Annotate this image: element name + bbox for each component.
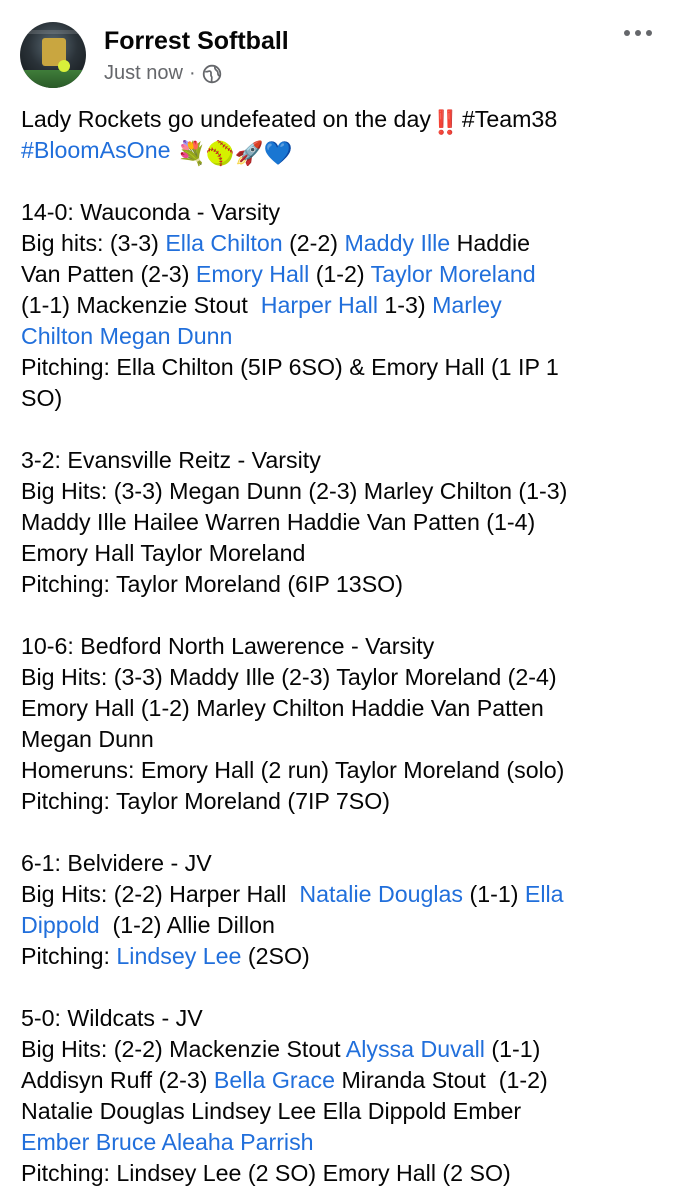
text: (1-1) (463, 881, 525, 907)
game-2-line-3: Emory Hall Taylor Moreland (21, 540, 306, 566)
meta-separator: · (188, 62, 196, 84)
player-link[interactable]: Lindsey Lee (116, 943, 242, 969)
text: Pitching: (21, 943, 117, 969)
game-4-line-2 (21, 910, 661, 941)
text: Big Hits: (2-2) Harper Hall (21, 881, 300, 907)
text: Addisyn Ruff (2-3) (21, 1067, 214, 1093)
game-1-line-3 (21, 290, 661, 321)
post-meta (104, 62, 222, 85)
hashtag-team38[interactable]: #Team38 (461, 106, 558, 132)
game-1-line-6: SO) (21, 385, 63, 411)
game-3-title: 10-6: Bedford North Lawerence - Varsity (21, 633, 435, 659)
player-link[interactable]: Marley (432, 292, 502, 318)
player-link[interactable]: Natalie Douglas (299, 881, 464, 907)
game-2-line-2: Maddy Ille Hailee Warren Haddie Van Patten (1-4) (21, 509, 536, 535)
game-5-line-4 (21, 1127, 661, 1158)
game-1-line-5: Pitching: Ella Chilton (5IP 6SO) & Emory Hall (1 IP 1 (21, 354, 559, 380)
flowers-softball-rocket-heart-icons: 💐🥎🚀💙 (176, 140, 293, 166)
game-1-line-4 (21, 321, 661, 352)
game-3-line-1: Big Hits: (3-3) Maddy Ille (2-3) Taylor Moreland (2-4) (21, 664, 557, 690)
text: Big hits: (3-3) (21, 230, 166, 256)
player-link[interactable]: Ember Bruce (21, 1129, 157, 1155)
text: (2SO) (241, 943, 310, 969)
game-3-line-5: Pitching: Taylor Moreland (7IP 7SO) (21, 788, 391, 814)
game-4-title: 6-1: Belvidere - JV (21, 850, 212, 876)
player-link[interactable]: Ella (524, 881, 564, 907)
player-link[interactable]: Chilton (21, 323, 94, 349)
game-4-line-3 (21, 941, 661, 972)
intro-line-2 (21, 135, 661, 166)
text: (1-1) (484, 1036, 541, 1062)
text: (1-2) (309, 261, 371, 287)
game-4-line-1 (21, 879, 661, 910)
player-link[interactable]: Dippold (21, 912, 100, 938)
player-link[interactable]: Bella Grace (213, 1067, 336, 1093)
text: (1-2) Allie Dillon (99, 912, 275, 938)
post-body (21, 104, 661, 1189)
game-1-line-2 (21, 259, 661, 290)
page-avatar[interactable] (20, 22, 86, 88)
post-header (0, 0, 676, 100)
double-exclamation-icon: ‼️ (430, 109, 460, 135)
game-2-line-4: Pitching: Taylor Moreland (6IP 13SO) (21, 571, 403, 597)
game-3-line-4: Homeruns: Emory Hall (2 run) Taylor Moreland (solo) (21, 757, 565, 783)
text: 1-3) (377, 292, 433, 318)
game-1-title: 14-0: Wauconda - Varsity (21, 199, 281, 225)
text: (2-2) (282, 230, 345, 256)
game-3-line-2: Emory Hall (1-2) Marley Chilton Haddie Van Patten (21, 695, 544, 721)
more-options-icon[interactable] (624, 30, 652, 36)
text: Van Patten (2-3) (21, 261, 196, 287)
globe-icon[interactable] (202, 64, 222, 84)
player-link[interactable]: Aleaha Parrish (161, 1129, 314, 1155)
player-link[interactable]: Alyssa Duvall (345, 1036, 485, 1062)
game-2-line-1: Big Hits: (3-3) Megan Dunn (2-3) Marley Chilton (1-3) (21, 478, 568, 504)
text: Miranda Stout (1-2) (335, 1067, 548, 1093)
text: (1-1) Mackenzie Stout (21, 292, 261, 318)
game-3-line-3: Megan Dunn (21, 726, 154, 752)
player-link[interactable]: Ella Chilton (165, 230, 283, 256)
intro-line-1 (21, 104, 661, 135)
game-2-title: 3-2: Evansville Reitz - Varsity (21, 447, 321, 473)
game-5-line-5: Pitching: Lindsey Lee (2 SO) Emory Hall (2 SO) (21, 1160, 511, 1186)
player-link[interactable]: Emory Hall (195, 261, 310, 287)
player-link[interactable]: Taylor Moreland (370, 261, 536, 287)
hashtag-bloomasone[interactable]: #BloomAsOne (21, 137, 171, 163)
text: Big Hits: (2-2) Mackenzie Stout (21, 1036, 346, 1062)
player-link[interactable]: Maddy Ille (344, 230, 451, 256)
game-5-line-1 (21, 1034, 661, 1065)
game-5-line-3: Natalie Douglas Lindsey Lee Ella Dippold Ember (21, 1098, 522, 1124)
post-timestamp[interactable]: Just now (104, 62, 183, 84)
game-5-title: 5-0: Wildcats - JV (21, 1005, 203, 1031)
page-name[interactable]: Forrest Softball (104, 27, 289, 55)
player-link[interactable]: Megan Dunn (99, 323, 233, 349)
intro-text: Lady Rockets go undefeated on the day (21, 106, 431, 132)
text: Haddie (450, 230, 531, 256)
player-link[interactable]: Harper Hall (260, 292, 378, 318)
game-5-line-2 (21, 1065, 661, 1096)
game-1-line-1 (21, 228, 661, 259)
